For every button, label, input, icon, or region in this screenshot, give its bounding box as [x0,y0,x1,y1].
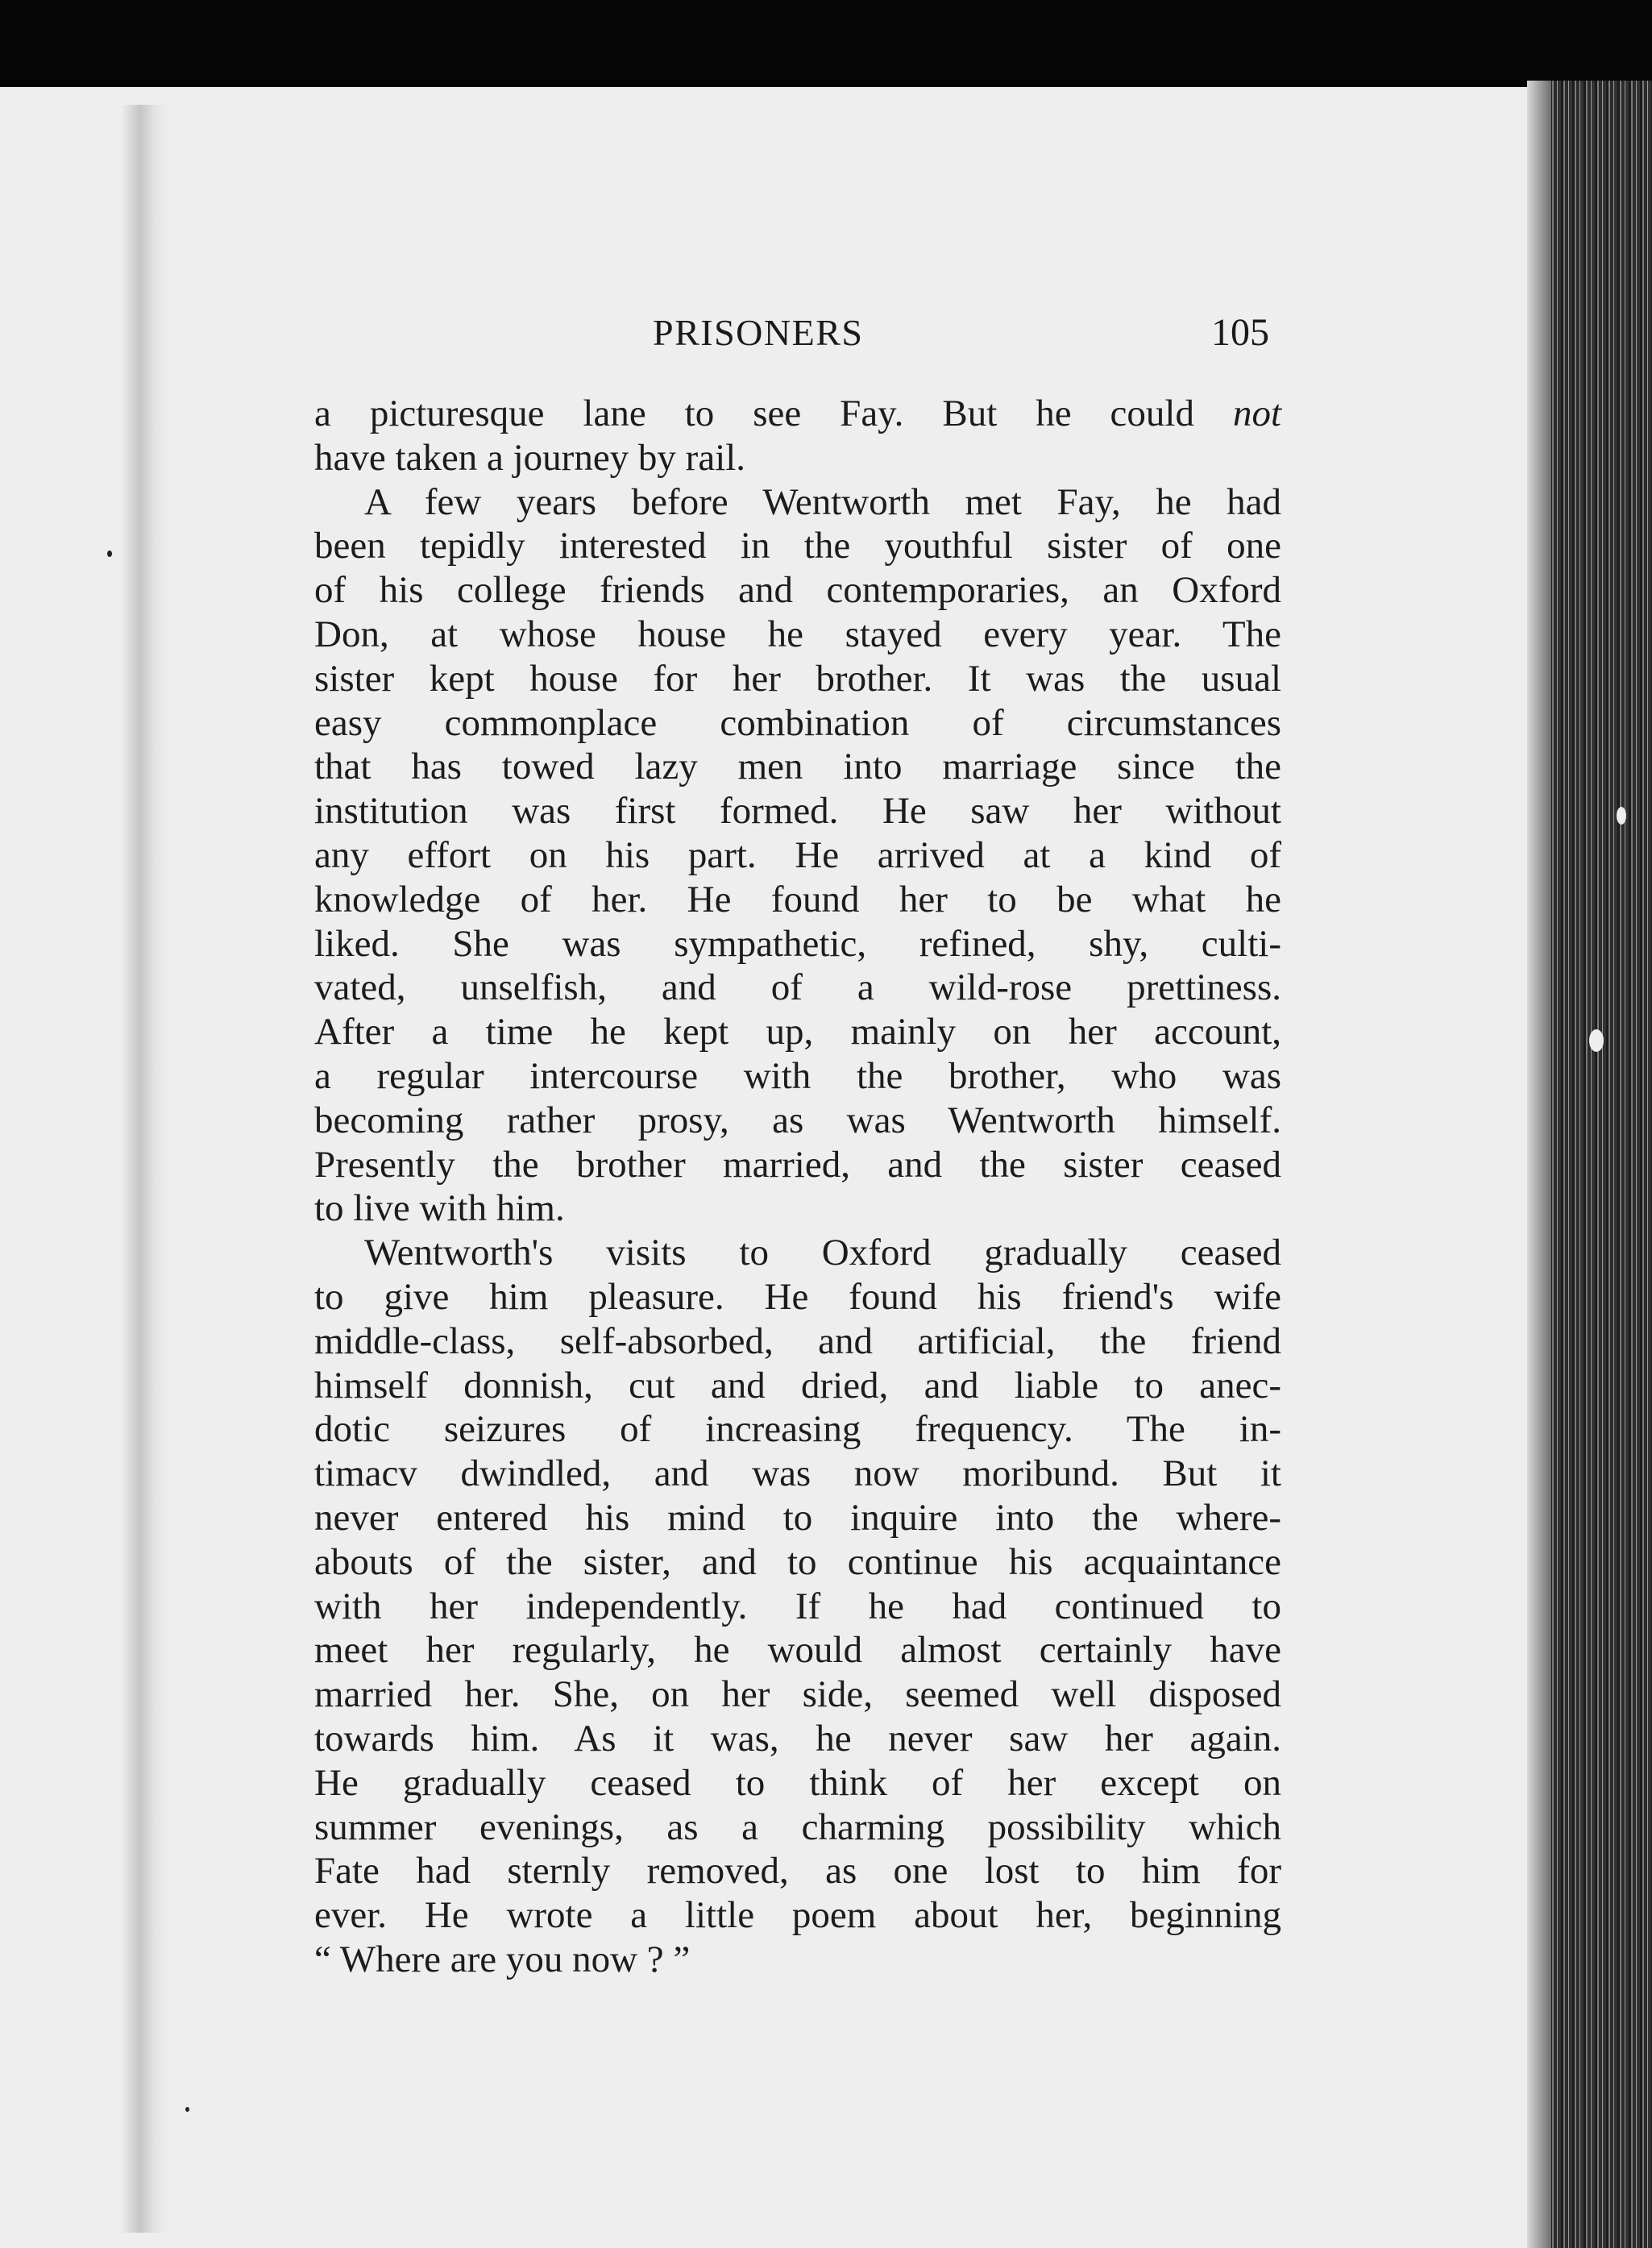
text-line [314,1893,1281,1938]
text-line-content: easy commonplace combination of circumstances [314,701,1281,744]
text-line [314,1054,1281,1099]
text-line-content: dotic seizures of increasing frequency. The in- [314,1408,1281,1451]
scan-speck [185,2107,189,2112]
running-title: PRISONERS [653,312,864,353]
text-line [314,1364,1281,1408]
text-line [314,833,1281,878]
text-line [314,1010,1281,1054]
text-line [314,701,1281,746]
text-line-content: towards him. As it was, he never saw her again. [314,1717,1281,1760]
text-line-content: sister kept house for her brother. It was the usual [314,657,1281,700]
text-line [314,1849,1281,1893]
text-line-content: A few years before Wentworth met Fay, he had [364,480,1281,523]
text-line-content: a regular intercourse with the brother, who was [314,1054,1281,1097]
page-header [314,309,1269,357]
text-line-content: After a time he kept up, mainly on her account, [314,1011,1281,1053]
text-line [314,1407,1281,1452]
text-line [314,1628,1281,1672]
text-line [314,789,1281,833]
text-line [314,1496,1281,1540]
text-line-content: to give him pleasure. He found his friend's wife [314,1275,1281,1318]
text-line [314,657,1281,701]
scan-speck [1589,1029,1604,1052]
text-line [314,1186,1281,1231]
text-line [314,878,1281,922]
text-line [314,1717,1281,1761]
text-line-content: Wentworth's visits to Oxford gradually ceased [364,1232,1281,1274]
text-line-content: “ Where are you now ? ” [314,1938,691,1980]
text-line-content: Don, at whose house he stayed every year. The [314,613,1281,655]
text-line [314,1938,1281,1982]
text-line [314,1805,1281,1850]
text-line [314,1275,1281,1319]
text-line [314,1319,1281,1364]
text-line [314,524,1281,568]
scan-speck [1617,807,1626,825]
text-line-content: Presently the brother married, and the sister ceased [314,1143,1281,1186]
text-line [314,392,1281,436]
text-line-content: married her. She, on her side, seemed well disposed [314,1673,1281,1716]
text-line [314,1672,1281,1717]
text-line-content: becoming rather prosy, as was Wentworth himself. [314,1099,1281,1141]
text-line-content: Fate had sternly removed, as one lost to him for [314,1850,1281,1893]
text-line-content: knowledge of her. He found her to be what he [314,878,1281,920]
text-line-content: abouts of the sister, and to continue his acquaintance [314,1540,1281,1583]
text-line-content: never entered his mind to inquire into the where- [314,1496,1281,1539]
text-line [314,922,1281,966]
text-line [314,1099,1281,1143]
text-line [314,436,1281,480]
emphasized-word: not [1232,393,1281,434]
text-line-content: that has towed lazy men into marriage since the [314,746,1281,788]
text-line [314,1143,1281,1187]
body-text [314,392,1281,1982]
book-page-edges [1527,81,1652,2248]
text-line-content: He gradually ceased to think of her except on [314,1761,1281,1804]
page-gutter-shadow [121,105,169,2233]
text-line-content: summer evenings, as a charming possibility which [314,1805,1281,1848]
text-line [314,1452,1281,1496]
text-line-content: a picturesque lane to see Fay. But he could [314,393,1233,434]
text-line [314,1540,1281,1585]
text-line-content: institution was first formed. He saw her without [314,790,1281,833]
text-line [314,966,1281,1010]
text-line-content: to live with him. [314,1187,565,1230]
text-line-content: himself donnish, cut and dried, and liable to anec- [314,1364,1281,1407]
text-line [314,480,1281,525]
text-line-content: been tepidly interested in the youthful sister of one [314,525,1281,567]
text-line [314,568,1281,613]
text-line-content: any effort on his part. He arrived at a kind of [314,833,1281,876]
text-line-content: have taken a journey by rail. [314,436,746,479]
text-line-content: liked. She was sympathetic, refined, shy, culti- [314,922,1281,965]
text-line-content: vated, unselfish, and of a wild-rose prettiness. [314,966,1281,1009]
text-line-content: timacv dwindled, and was now moribund. But it [314,1452,1281,1495]
text-line-content: middle-class, self-absorbed, and artificial, the friend [314,1319,1281,1362]
text-line [314,1231,1281,1275]
text-line [314,1585,1281,1629]
text-line-content: ever. He wrote a little poem about her, beginning [314,1894,1281,1937]
text-line-content: meet her regularly, he would almost certainly have [314,1629,1281,1672]
text-line-content: with her independently. If he had continued to [314,1585,1281,1627]
text-line [314,745,1281,789]
scan-speck [107,551,112,557]
text-line-content: of his college friends and contemporaries, an Oxford [314,569,1281,612]
text-line [314,613,1281,657]
page-number: 105 [1211,311,1269,354]
text-line [314,1761,1281,1805]
